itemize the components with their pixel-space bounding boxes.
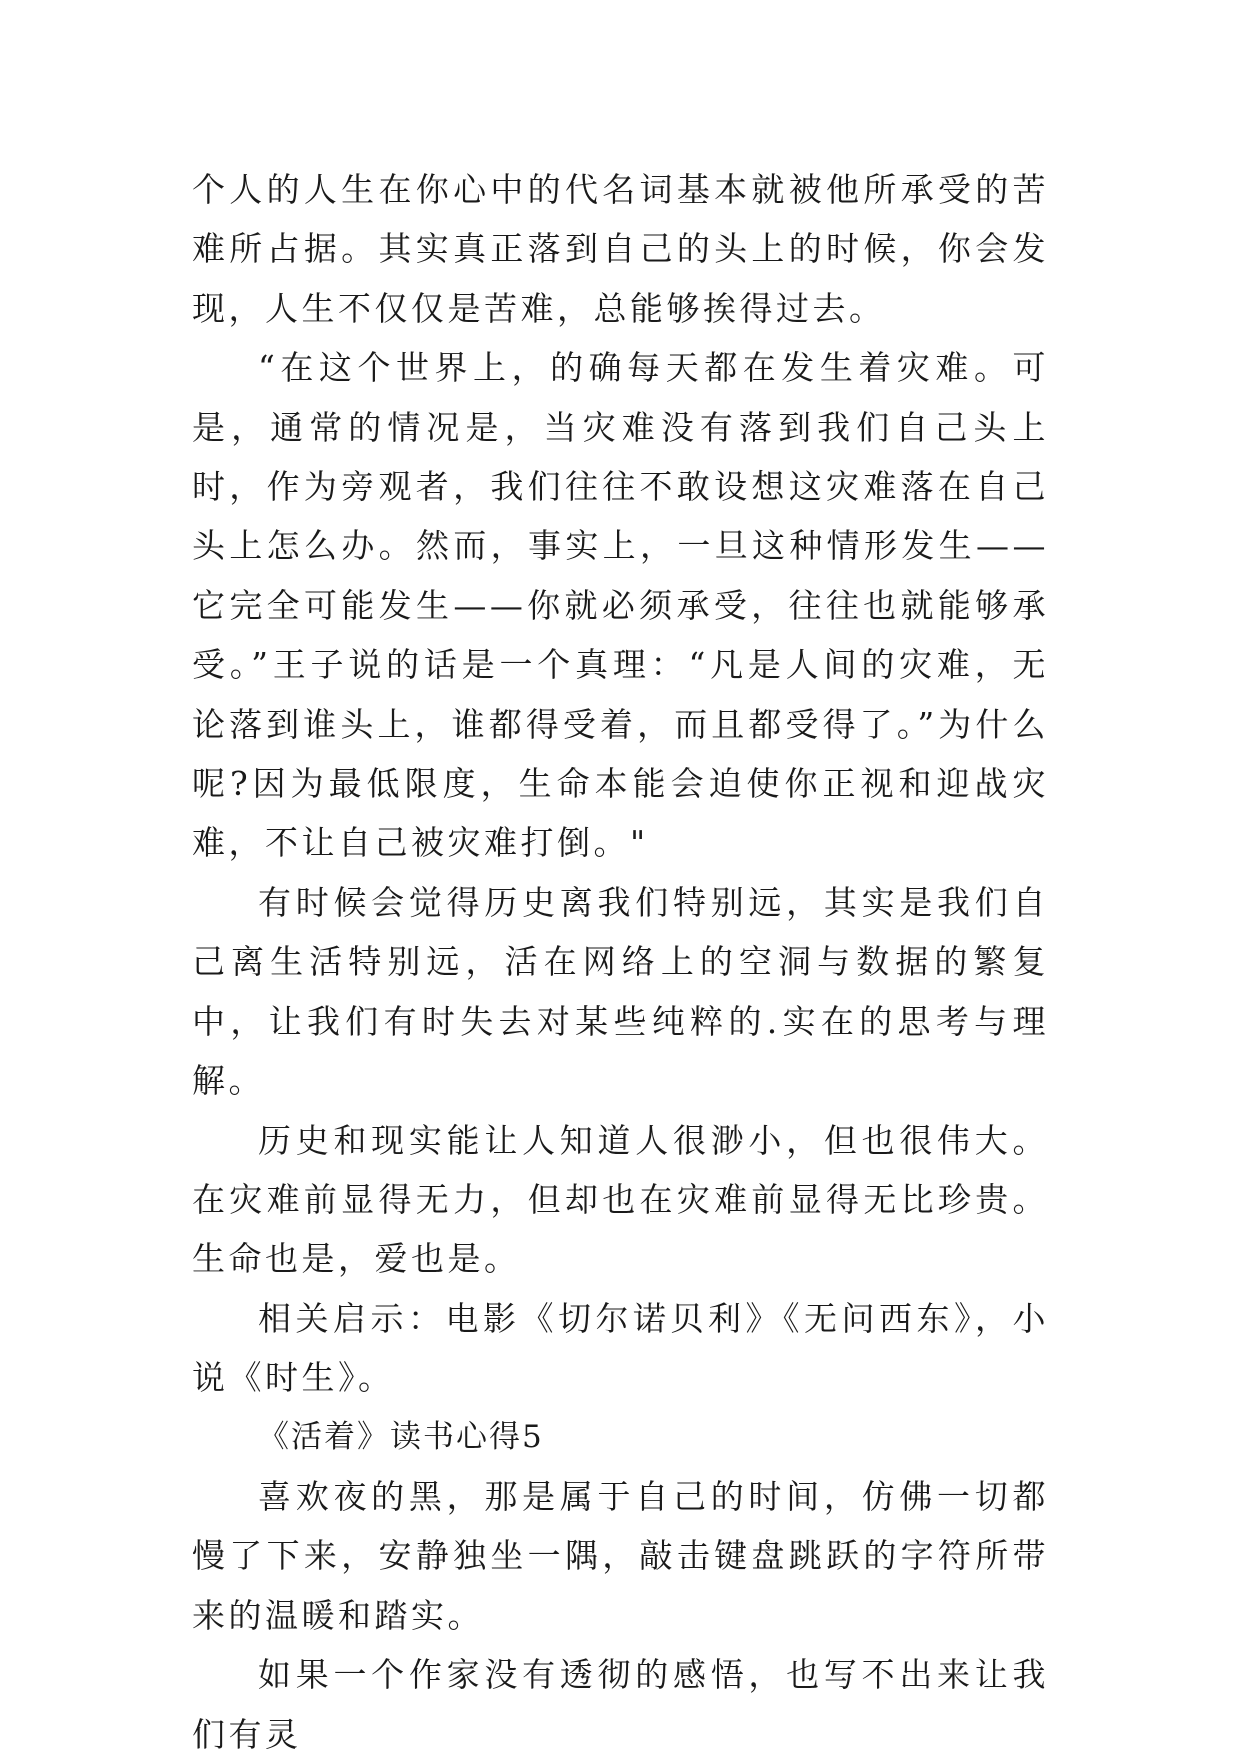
section-heading: 《活着》读书心得5	[258, 1418, 544, 1455]
paragraph-quote: “在这个世界上，的确每天都在发生着灾难。可是，通常的情况是，当灾难没有落到我们自己头上时，作为旁观者，我们往往不敢设想这灾难落在自己头上怎么办。然而，事实上，一旦这种情形发生——它完全可能发生——你就必须承受，往往也就能够承受。”王子说的话是一个真理：“凡是人间的灾难，无论落到谁头上，谁都得受着，而且都受得了。”为什么呢?因为最低限度，生命本能会迫使你正视和迎战灾难，不让自己被灾难打倒。"	[192, 348, 1049, 863]
paragraph: 如果一个作家没有透彻的感悟，也写不出来让我们有灵	[192, 1655, 1049, 1754]
paragraph: 喜欢夜的黑，那是属于自己的时间，仿佛一切都慢了下来，安静独坐一隅，敲击键盘跳跃的字符所带来的温暖和踏实。	[192, 1476, 1049, 1635]
paragraph: 历史和现实能让人知道人很渺小，但也很伟大。在灾难前显得无力，但却也在灾难前显得无比珍贵。生命也是，爱也是。	[192, 1120, 1049, 1279]
paragraph: 相关启示：电影《切尔诺贝利》《无问西东》，小说《时生》。	[192, 1298, 1049, 1398]
document-page	[192, 160, 1049, 1764]
paragraph: 个人的人生在你心中的代名词基本就被他所承受的苦难所占据。其实真正落到自己的头上的时候，你会发现，人生不仅仅是苦难，总能够挨得过去。	[192, 170, 1049, 328]
paragraph: 有时候会觉得历史离我们特别远，其实是我们自己离生活特别远，活在网络上的空洞与数据的繁复中，让我们有时失去对某些纯粹的.实在的思考与理解。	[192, 882, 1049, 1101]
